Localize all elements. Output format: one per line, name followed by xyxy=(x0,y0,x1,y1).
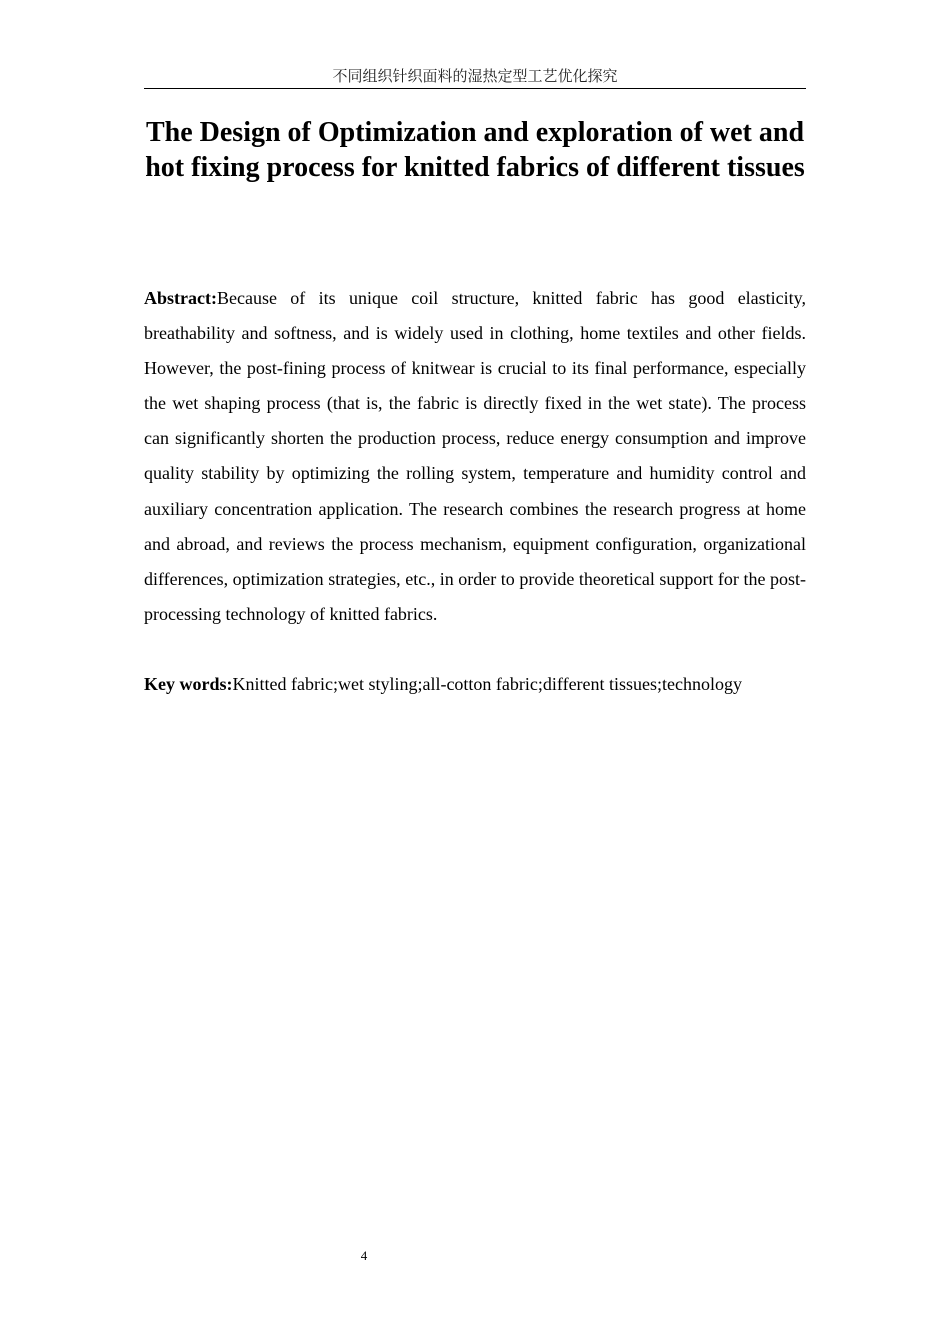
abstract-paragraph xyxy=(144,281,806,632)
page-number: 4 xyxy=(360,1248,368,1263)
keywords-text: Knitted fabric;wet styling;all-cotton fabric;different tissues;technology xyxy=(232,674,743,694)
paper-title: The Design of Optimization and exploration of wet and hot fixing process for knitted fabrics of different tissues xyxy=(145,117,805,183)
running-header: 不同组织针织面料的湿热定型工艺优化探究 xyxy=(332,67,618,85)
keywords-label: Key words: xyxy=(144,674,233,694)
abstract-text: Because of its unique coil structure, knitted fabric has good elasticity, breathability and softness, and is widely used in clothing, home textiles and other fields. However, the post-fining process of knitwear is crucial to its final performance, especially the wet shaping process (that is, the fabric is directly fixed in the wet state). The process can significantly shorten the production process, reduce energy consumption and improve quality stability by optimizing the rolling system, temperature and humidity control and auxiliary concentration application. The research combines the research progress at home and abroad, and reviews the process mechanism, equipment configuration, organizational differences, optimization strategies, etc., in order to provide theoretical support for the post-processing technology of knitted fabrics. xyxy=(144,288,806,624)
header-rule xyxy=(144,88,806,89)
keywords-line xyxy=(144,667,806,702)
abstract-label: Abstract: xyxy=(144,288,217,308)
